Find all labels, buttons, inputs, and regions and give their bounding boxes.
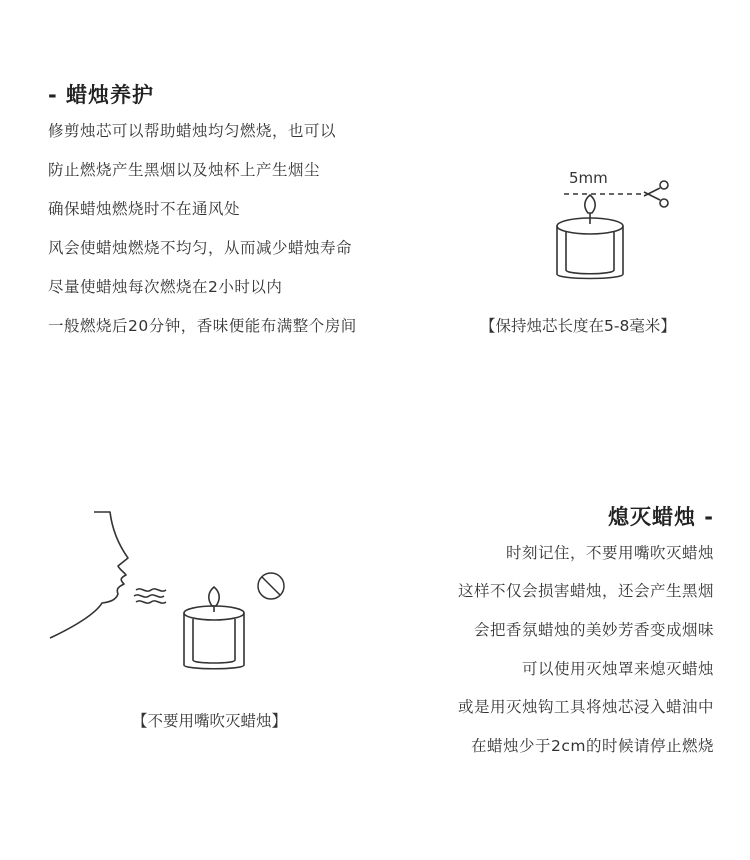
care-line-6: 一般燃烧后20分钟，香味便能布满整个房间: [48, 317, 357, 335]
extinguish-line-3: 会把香氛蜡烛的美妙芳香变成烟味: [473, 621, 714, 639]
extinguish-title: 熄灭蜡烛 -: [607, 505, 714, 529]
care-line-5: 尽量使蜡烛每次燃烧在2小时以内: [48, 278, 283, 296]
extinguish-line-2: 这样不仅会损害蜡烛，还会产生黑烟: [457, 582, 714, 600]
extinguish-line-4: 可以使用灭烛罩来熄灭蜡烛: [521, 660, 714, 678]
extinguish-line-5: 或是用灭烛钩工具将烛芯浸入蜡油中: [457, 698, 714, 716]
care-title: - 蜡烛养护: [48, 83, 155, 107]
candle-icon: [184, 587, 244, 669]
care-line-1: 修剪烛芯可以帮助蜡烛均匀燃烧，也可以: [48, 122, 337, 140]
care-line-4: 风会使蜡烛燃烧不均匀，从而减少蜡烛寿命: [48, 239, 353, 257]
prohibited-icon: [258, 573, 284, 599]
care-line-2: 防止燃烧产生黑烟以及烛杯上产生烟尘: [48, 161, 321, 179]
no-blowing-illustration: [46, 508, 291, 673]
breath-icon: [134, 589, 166, 603]
care-line-3: 确保蜡烛燃烧时不在通风处: [48, 200, 241, 218]
face-profile-icon: [50, 512, 128, 638]
trim-caption: 【保持烛芯长度在5-8毫米】: [480, 317, 676, 335]
extinguish-line-6: 在蜡烛少于2cm的时候请停止燃烧: [471, 737, 714, 755]
measure-label: 5mm: [569, 169, 608, 187]
extinguish-line-1: 时刻记住，不要用嘴吹灭蜡烛: [505, 544, 714, 562]
scissors-icon: [644, 181, 668, 207]
trim-wick-illustration: [550, 180, 680, 285]
no-blowing-caption: 【不要用嘴吹灭蜡烛】: [132, 712, 288, 730]
candle-icon: [557, 195, 623, 280]
